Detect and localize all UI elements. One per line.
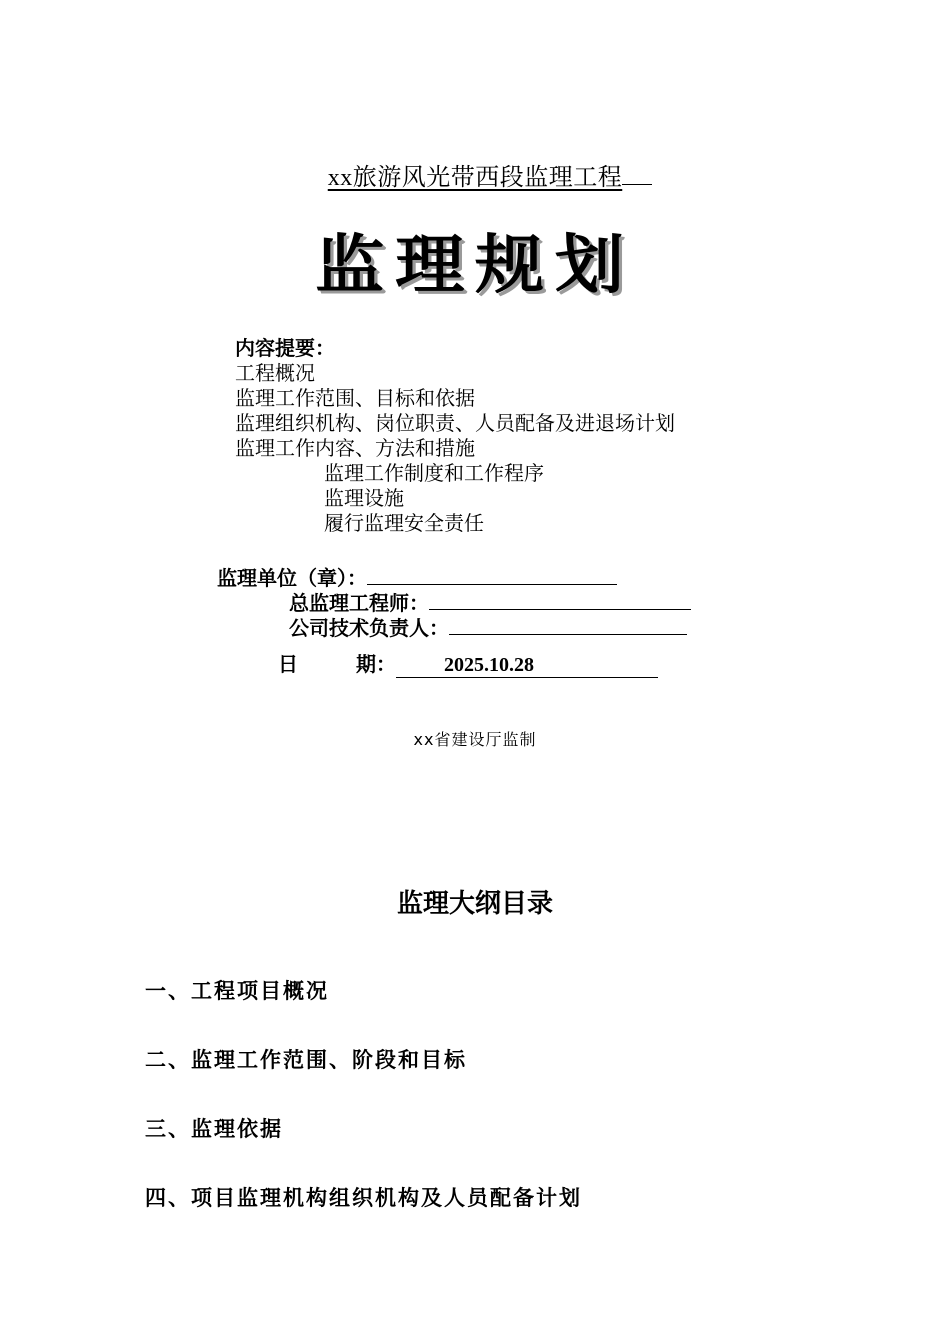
summary-subitem: 监理设施	[324, 488, 404, 510]
supervision-unit-label: 监理单位（章）：	[217, 566, 367, 590]
toc-item: 四、项目监理机构组织机构及人员配备计划	[145, 1186, 582, 1210]
toc-title: 监理大纲目录	[396, 889, 553, 919]
summary-header: 内容提要：	[235, 338, 335, 360]
chief-engineer-label: 总监理工程师：	[289, 591, 429, 615]
main-title: 监理规划	[315, 229, 635, 303]
toc-item: 一、工程项目概况	[145, 979, 329, 1003]
date-label-2: 期：	[356, 652, 396, 676]
tech-lead-row	[289, 612, 687, 641]
chief-engineer-blank	[429, 589, 691, 610]
project-title: xx旅游风光带西段监理工程	[0, 157, 950, 192]
summary-subitem: 履行监理安全责任	[324, 513, 484, 535]
content-summary	[235, 337, 675, 537]
date-label-1: 日	[278, 652, 298, 676]
toc-item: 二、监理工作范围、阶段和目标	[145, 1048, 467, 1072]
tech-lead-label: 公司技术负责人：	[289, 616, 449, 640]
date-value: 2025.10.28	[444, 654, 534, 676]
summary-item: 工程概况	[235, 363, 315, 385]
summary-item: 监理工作范围、目标和依据	[235, 388, 475, 410]
date-field	[396, 654, 658, 678]
date-row	[278, 648, 658, 678]
summary-subitem: 监理工作制度和工作程序	[324, 463, 544, 485]
summary-item: 监理组织机构、岗位职责、人员配备及进退场计划	[235, 413, 675, 435]
summary-item: 监理工作内容、方法和措施	[235, 438, 475, 460]
issuer: xx省建设厅监制	[413, 730, 537, 749]
tech-lead-blank	[449, 614, 687, 635]
toc-item: 三、监理依据	[145, 1117, 283, 1141]
supervision-unit-blank	[367, 564, 617, 585]
